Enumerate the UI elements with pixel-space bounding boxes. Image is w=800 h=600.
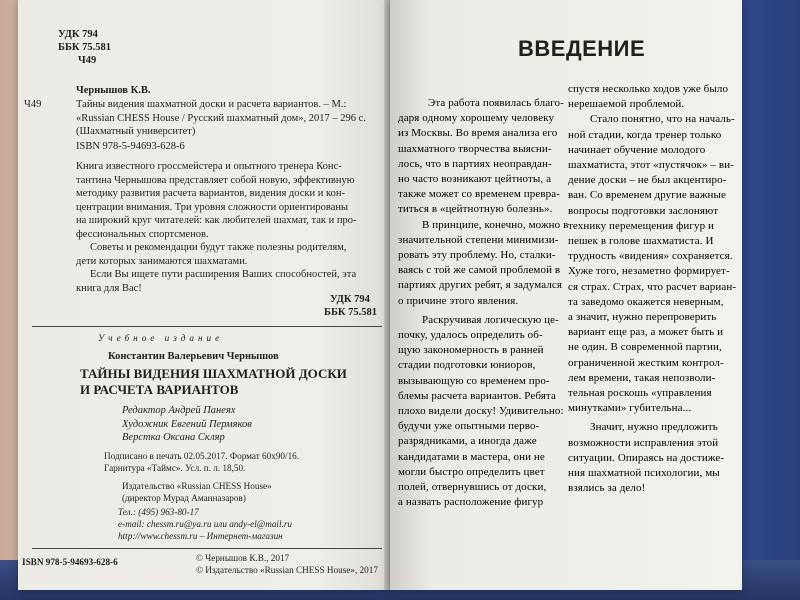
text-line: пешек в голове шахматиста. И — [568, 235, 714, 248]
description-line: тантина Чернышова представляет собой новую, эффективную — [76, 174, 355, 186]
code-top: Ч49 — [78, 55, 97, 66]
edition-type: Учебное издание — [98, 333, 224, 343]
copyright-line: © Издательство «Russian CHESS House», 2017 — [196, 565, 378, 575]
credit-line: Верстка Оксана Скляр — [122, 432, 225, 443]
text-line: вызывающую со временем про- — [398, 374, 550, 387]
divider — [32, 548, 382, 549]
credit-line: Редактор Андрей Панеях — [122, 405, 236, 416]
bib-line: (Шахматный университет) — [76, 126, 196, 137]
description-line: Книга известного гроссмейстера и опытного тренера Конс- — [76, 161, 342, 172]
author-line: Чернышов К.В. — [76, 85, 151, 96]
description-line: на широкий круг читателей: как любителей шахмат, так и про- — [76, 215, 357, 226]
text-line: ограниченной жестким контрол- — [568, 356, 724, 369]
description-line: Советы и рекомендации будут также полезны родителям, — [90, 242, 347, 253]
text-line: ваясь с той же самой проблемой в — [398, 264, 561, 277]
text-line: могли быстро определить цвет — [398, 465, 545, 478]
text-line: блемы расчета вариантов. Ребята — [398, 389, 556, 402]
print-info-line: Гарнитура «Таймс». Усл. п. л. 18,50. — [104, 463, 246, 473]
text-line: вопросы подготовки заслоняют — [568, 204, 719, 217]
text-line: взялись за дело! — [568, 482, 646, 495]
text-line: кандидатами в мастера, они не — [398, 450, 545, 463]
text-line: также может со временем превра- — [398, 188, 560, 201]
bbk-bottom: ББК 75.581 — [324, 307, 377, 318]
publisher-line: (директор Мурад Аманназаров) — [122, 493, 246, 503]
text-line: шахматного творчества выясни- — [398, 142, 552, 155]
text-line: возможности исправления этой — [568, 436, 719, 449]
text-line: Хуже того, незаметно формирует- — [568, 265, 730, 278]
description-line: книга для Вас! — [76, 282, 142, 294]
isbn-bottom: ISBN 978-5-94693-628-6 — [22, 557, 118, 567]
print-info-line: Подписано в печать 02.05.2017. Формат 60x90/16. — [104, 451, 300, 461]
book-title-line: И РАСЧЕТА ВАРИАНТОВ — [80, 382, 239, 397]
text-line: трудность «видения» сохраняется. — [568, 250, 733, 263]
text-line: ния шахматной психологии, мы — [568, 467, 720, 480]
bibliographic-entry — [76, 98, 366, 139]
udk-bottom: УДК 794 — [330, 294, 370, 305]
text-line: ситуации. Опираясь на достиже- — [568, 451, 725, 464]
text-line: Раскручивая логическую це- — [422, 313, 559, 326]
description-line: дети которых занимаются шахматами. — [76, 255, 248, 267]
bbk-top: ББК 75.581 — [58, 42, 111, 53]
publisher — [122, 480, 272, 504]
text-line: ван. Со временем другие важные — [568, 189, 726, 202]
credits — [122, 404, 252, 445]
chapter-heading: ВВЕДЕНИЕ — [518, 36, 646, 61]
text-line: будучи уже опытными перво- — [398, 420, 540, 433]
text-line: Эта работа появилась благо- — [428, 97, 564, 109]
print-info — [104, 450, 299, 474]
text-line: титься в «цейтнотную болезнь». — [398, 203, 553, 216]
contact-line: e-mail: chessm.ru@ya.ru или andy-el@mail.ru — [118, 519, 293, 529]
left-page — [18, 0, 390, 590]
text-line: щую закономерность в ранней — [398, 344, 544, 357]
side-code: Ч49 — [24, 99, 42, 110]
text-line: нерешаемой проблемой. — [568, 98, 685, 111]
description-line: методику развития расчета вариантов, видения доски и кон- — [76, 188, 345, 199]
text-line: Стало понятно, что на началь- — [590, 113, 735, 126]
text-line: ся страх. Страх, что расчет вариан- — [568, 280, 737, 293]
text-line: Значит, нужно предложить — [590, 421, 718, 434]
text-line: а назвать расположение фигур — [398, 496, 544, 509]
text-line: шахматиста, этот «пустячок» – ви- — [568, 159, 734, 172]
contact-line: http://www.chessm.ru – Интернет-магазин — [118, 531, 283, 541]
text-line: тельная роскошь «управления — [568, 387, 712, 400]
text-line: стадии подготовки юниоров, — [398, 359, 536, 372]
text-line: плохо видели доску! Удивительно: — [398, 405, 564, 418]
text-line: В принципе, конечно, можно в — [422, 218, 569, 231]
text-column-2 — [568, 82, 736, 496]
text-line: не один. В современной партии, — [568, 341, 722, 354]
text-line: спустя несколько ходов уже было — [568, 83, 729, 95]
text-line: ной стадии, когда тренер только — [568, 128, 722, 141]
copyright — [196, 552, 378, 576]
text-line: почку, удалось определить об- — [398, 329, 543, 342]
copyright-line: © Чернышов К.В., 2017 — [196, 553, 290, 563]
text-line: разрядниками, а иногда даже — [398, 435, 537, 448]
text-line: о причине этого явления. — [398, 294, 519, 307]
text-line: из Москвы. Во время анализа его — [398, 127, 558, 140]
description-line: центрации внимания. Три уровня сложности ориентированы — [76, 201, 349, 213]
publisher-line: Издательство «Russian CHESS House» — [122, 481, 272, 491]
text-column-1 — [398, 96, 568, 510]
text-line: партиях других ребят, я задумался — [398, 279, 563, 292]
right-page — [390, 0, 742, 590]
text-line: лось, что в партиях неоправдан- — [398, 157, 552, 170]
book-title-line: ТАЙНЫ ВИДЕНИЯ ШАХМАТНОЙ ДОСКИ — [80, 366, 347, 381]
text-line: даря одному хорошему человеку — [398, 112, 555, 125]
udk-top: УДК 794 — [58, 29, 98, 40]
text-line: лем времени, такая непозволи- — [568, 371, 716, 384]
text-line: начинает обучение молодого — [568, 143, 706, 156]
text-line: вариант еще раз, а может быть и — [568, 326, 724, 339]
text-line: технику перемещения фигур и — [568, 219, 715, 232]
description-line: Если Вы ищете пути расширения Ваших способностей, эта — [90, 269, 357, 280]
text-line: но часто возникают цейтноты, а — [398, 173, 552, 186]
text-line: полей, отвернувшись от доски, — [398, 481, 547, 494]
bib-line: Тайны видения шахматной доски и расчета вариантов. – М.: — [76, 99, 347, 110]
isbn-top: ISBN 978-5-94693-628-6 — [76, 141, 185, 152]
text-line: дение доски – не был акцентиро- — [568, 174, 727, 187]
contacts — [118, 506, 292, 542]
credit-line: Художник Евгений Пермяков — [122, 418, 252, 430]
text-line: минутками» губительна... — [568, 402, 692, 415]
divider — [32, 326, 382, 327]
description-line: фессиональных спортсменов. — [76, 228, 209, 240]
contact-line: Тел.: (495) 963-80-17 — [118, 507, 199, 517]
text-line: а значит, нужно перепроверить — [568, 311, 717, 324]
bib-line: «Russian CHESS House / Русский шахматный дом», 2017 – 296 с. — [76, 112, 366, 124]
text-line: значительной степени минимизи- — [398, 233, 559, 246]
full-author: Константин Валерьевич Чернышов — [108, 351, 279, 362]
description — [76, 160, 357, 295]
text-line: ровать эту проблему. Но, сталки- — [398, 249, 556, 262]
text-line: та заведомо окажется неверным, — [568, 295, 724, 308]
